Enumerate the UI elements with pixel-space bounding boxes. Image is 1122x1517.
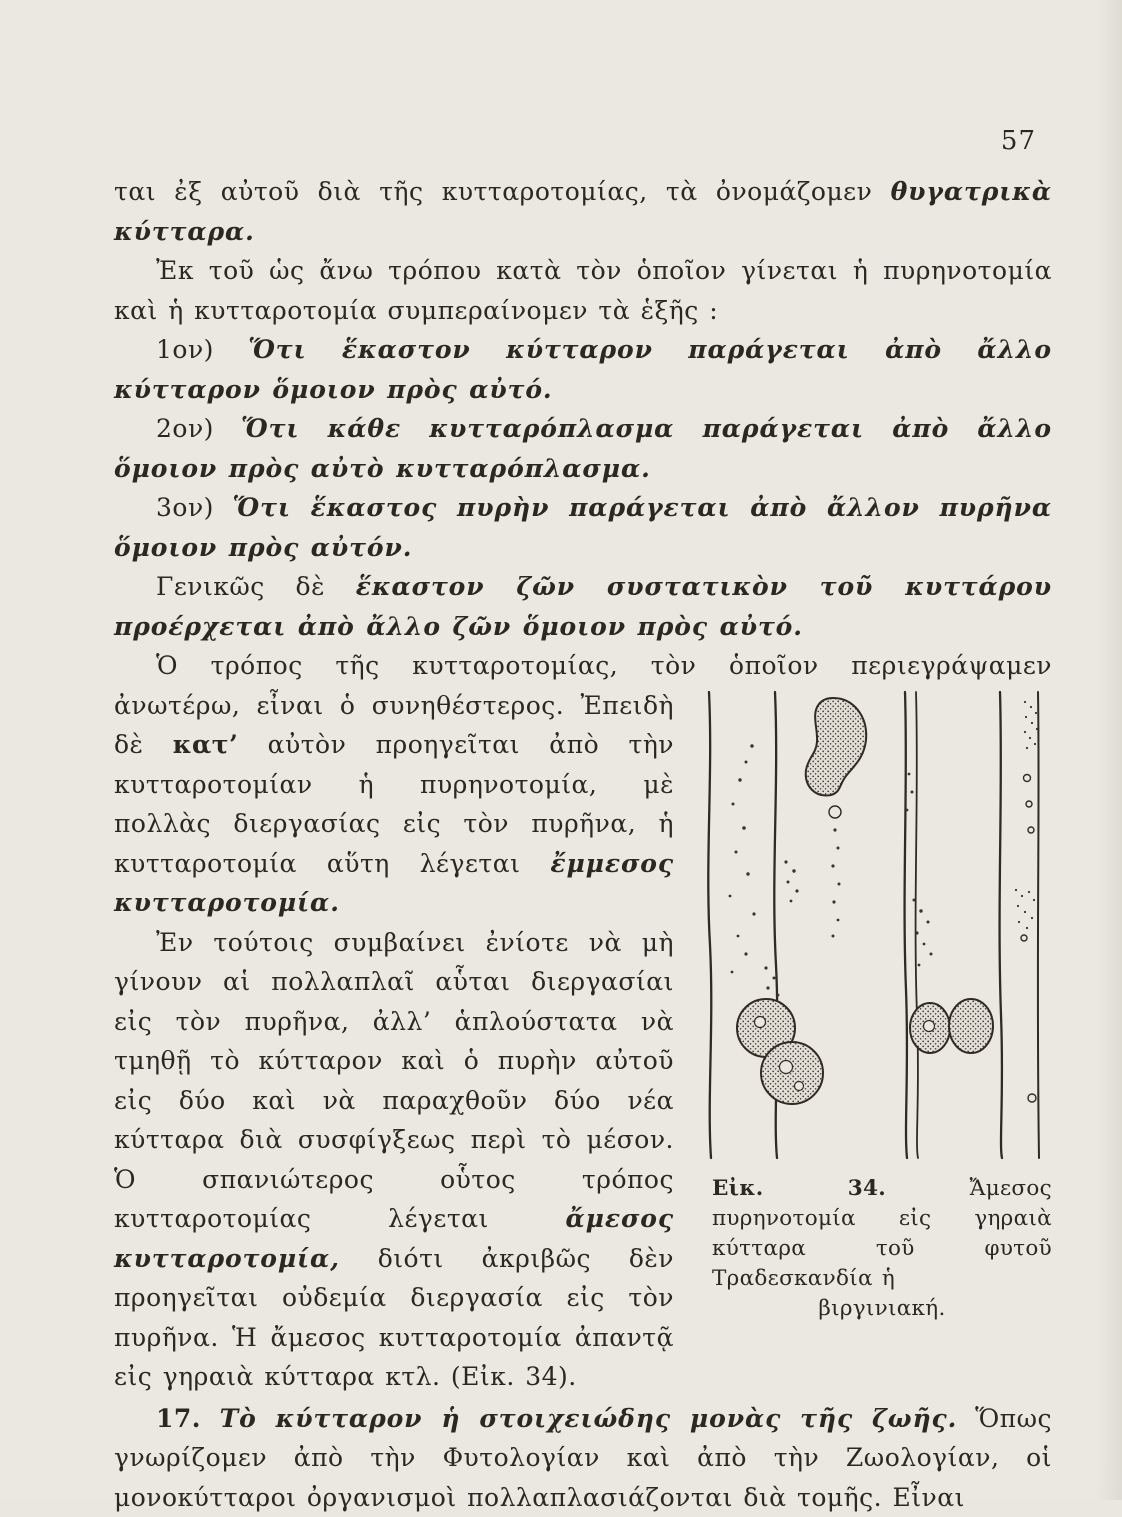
nucleus-kidney (806, 698, 866, 795)
list-marker: 3ον) (156, 493, 233, 522)
figure-caption-lastline: βιργινιακή. (712, 1294, 1052, 1324)
cell-wall (1000, 692, 1002, 1158)
figure-caption (702, 1174, 1052, 1324)
cell-wall-group (708, 692, 1039, 1158)
vesicle-circle (1024, 774, 1031, 781)
figure-illustration (702, 690, 1052, 1160)
list-item-2 (114, 409, 1052, 488)
paragraph-section-17 (114, 1397, 1052, 1517)
text-run: ται ἐξ αὐτοῦ διὰ τῆς κυτταροτομίας, τὰ ὀνομάζομεν (114, 177, 891, 206)
emphasis-run: κατ’ (173, 730, 239, 759)
text-run: Ἐν τούτοις συμβαίνει ἐνίοτε νὰ μὴ γίνουν αἱ πολλαπλαῖ αὗται διεργασίαι εἰς τὸν πυρῆνα, ἀλλ’ ἁπλούστατα νὰ τμηθῇ τὸ κύτταρον καὶ ὁ πυρὴν αὐτοῦ εἰς δύο καὶ νὰ παραχθοῦν δύο νέα κύτταρα διὰ συσφίγξεως περὶ τὸ μέσον. Ὁ σπανιώτερος οὗτος τρόπος κυτταροτομίας λέγεται (114, 928, 674, 1234)
text-run: Ἐκ τοῦ ὡς ἄνω τρόπου κατὰ τὸν ὁποῖον γίνεται ἡ πυρηνοτομία καὶ ἡ κυτταροτομία συμπεραίνομεν τὰ ἑξῆς : (114, 256, 1052, 325)
text-run: ἀνωτέρω, εἶναι ὁ συνηθέστερος. Ἐπειδὴ δὲ (114, 691, 674, 760)
text-run: Ὅπως γνωρίζομεν ἀπὸ τὴν Φυτολογίαν καὶ ἀπὸ τὴν Ζωολογίαν, οἱ μονοκύτταροι ὀργανισμοὶ πολλαπλασιάζονται διὰ τομῆς. Εἶναι (114, 1404, 1052, 1512)
cells-drawing-svg (702, 690, 1052, 1160)
vesicle-circle (1028, 1094, 1036, 1102)
paragraph-general (114, 567, 1052, 646)
nuclei-pair-right (910, 999, 993, 1053)
nucleus-dividing-pair (737, 999, 823, 1104)
vesicle-circle (1026, 801, 1032, 807)
cell-wall (708, 692, 711, 1158)
vesicle-circle (1021, 935, 1027, 941)
emphasis-run: ἕκαστον ζῶν συστατικὸν τοῦ κυττάρου προέρχεται ἀπὸ ἄλλο ζῶν ὅμοιον πρὸς αὐτό. (114, 572, 1052, 641)
list-marker: 1ον) (156, 335, 248, 364)
paragraph-tropos-firstline (114, 646, 1052, 686)
paragraph-continuation (114, 172, 1052, 251)
vesicle-circle (829, 806, 841, 818)
list-item-3 (114, 488, 1052, 567)
vesicle-circle (1028, 827, 1034, 833)
text-run: αὐτὸν προηγεῖται ἀπὸ τὴν κυτταροτομίαν ἡ πυρηνοτομία, μὲ πολλὰς διεργασίας εἰς τὸν πυρῆνα, ἡ κυτταροτομία αὕτη λέγεται (114, 730, 674, 878)
list-item-1 (114, 330, 1052, 409)
emphasis-run: θυγατρικὰ κύτταρα. (114, 177, 1052, 246)
emphasis-run: Ὅτι κάθε κυτταρόπλασμα παράγεται ἀπὸ ἄλλο ὅμοιον πρὸς αὐτὸ κυτταρόπλασμα. (114, 414, 1052, 483)
page-number: 57 (1001, 126, 1036, 156)
text-run: Ὁ τρόπος τῆς κυτταροτομίας, τὸν ὁποῖον περιεγράψαμεν (156, 651, 1052, 680)
figure-caption-text: Ἄμεσος πυρηνοτομία εἰς γηραιὰ κύτταρα τοῦ φυτοῦ Τραδεσκανδία ἡ (712, 1176, 1052, 1291)
paragraph-intro (114, 251, 1052, 330)
list-marker: 2ον) (156, 414, 241, 443)
vacuole (755, 1016, 766, 1027)
section-number: 17. (156, 1404, 220, 1433)
figure-caption-label: Εἰκ. 34. (712, 1176, 886, 1201)
text-run: διότι ἀκριβῶς δὲν προηγεῖται οὐδεμία διεργασία εἰς τὸν πυρῆνα. Ἡ ἄμεσος κυτταροτομία ἀπαντᾷ εἰς γηραιὰ κύτταρα κτλ. (Εἰκ. 34). (114, 1244, 674, 1392)
vacuole (780, 1060, 793, 1073)
emphasis-run: ἔμμεσος κυτταροτομία. (114, 849, 674, 918)
text-column (114, 172, 1052, 1517)
figure-34 (702, 690, 1052, 1324)
emphasis-run: ἄμεσος κυτταροτομία, (114, 1204, 674, 1273)
emphasis-run: Ὅτι ἕκαστος πυρὴν παράγεται ἀπὸ ἄλλον πυρῆνα ὅμοιον πρὸς αὐτόν. (114, 493, 1052, 562)
cell-wall (916, 692, 918, 1158)
vacuole (795, 1081, 804, 1090)
emphasis-run: Ὅτι ἕκαστον κύτταρον παράγεται ἀπὸ ἄλλο κύτταρον ὅμοιον πρὸς αὐτό. (114, 335, 1052, 404)
text-run: Γενικῶς δὲ (156, 572, 356, 601)
section-title: Τὸ κύτταρον ἡ στοιχειώδης μονὰς τῆς ζωῆς. (220, 1404, 958, 1433)
vacuole (924, 1020, 935, 1031)
cell-wall (1038, 692, 1039, 1158)
cell-wall (905, 692, 907, 1158)
